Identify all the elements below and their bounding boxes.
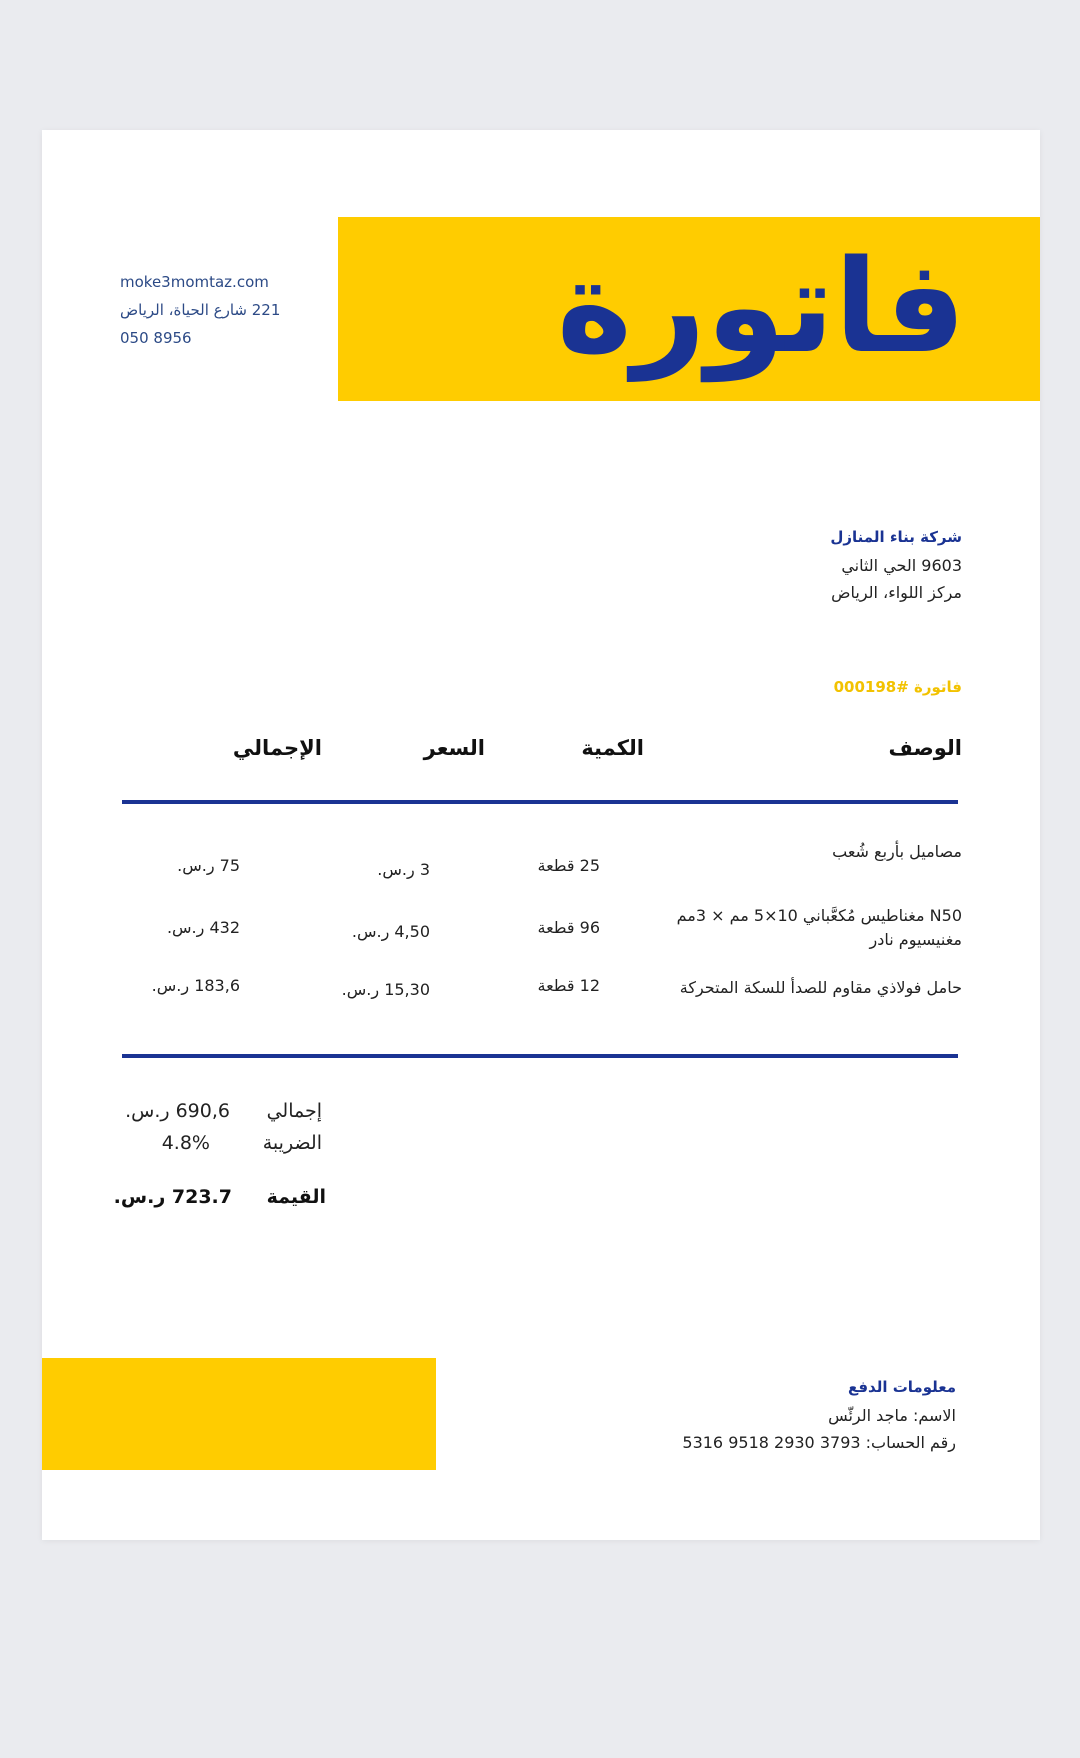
company-address: 221 شارع الحياة، الرياض — [120, 301, 281, 319]
client-address-line-2: مركز اللواء، الرياض — [831, 583, 962, 602]
subtotal-label: إجمالي — [266, 1100, 322, 1122]
tax-value: 4.8% — [161, 1132, 210, 1154]
row-2-description: N50 مغناطيس مُكعَّباني 10×5 مم × 3مم مغنيسيوم نادر — [676, 906, 962, 949]
payment-title: معلومات الدفع — [847, 1378, 956, 1396]
row-3-quantity: 12 قطعة — [537, 976, 600, 995]
row-1-quantity: 25 قطعة — [537, 856, 600, 875]
row-3-price: 15,30 ر.س. — [341, 980, 430, 999]
header-quantity: الكمية — [581, 736, 644, 760]
header-total: الإجمالي — [232, 736, 322, 760]
row-3-description: حامل فولاذي مقاوم للصدأ للسكة المتحركة — [679, 978, 962, 997]
table-top-divider — [122, 800, 958, 804]
header-price: السعر — [423, 736, 485, 760]
title-banner — [338, 217, 1040, 401]
grand-total-value: 723.7 ر.س. — [113, 1186, 232, 1208]
client-info — [602, 522, 962, 606]
tax-label: الضريبة — [262, 1132, 322, 1154]
table-bottom-divider — [122, 1054, 958, 1058]
payment-account: رقم الحساب: 3793 2930 9518 5316 — [682, 1433, 956, 1452]
invoice-number: فاتورة #000198 — [833, 678, 962, 696]
invoice-title: فاتورة — [556, 233, 966, 382]
company-phone: 050 8956 — [120, 329, 192, 347]
row-2-price: 4,50 ر.س. — [351, 922, 430, 941]
row-3-total: 183,6 ر.س. — [151, 976, 240, 995]
row-1-description: مصاميل بأربع شُعب — [832, 842, 962, 861]
footer-banner — [42, 1358, 436, 1470]
grand-total-label: القيمة — [266, 1186, 326, 1208]
company-contact — [120, 268, 320, 352]
payment-info — [596, 1372, 956, 1456]
client-name: شركة بناء المنازل — [830, 528, 962, 546]
row-1-price: 3 ر.س. — [377, 860, 430, 879]
client-address-line-1: 9603 الحي الثاني — [841, 556, 962, 575]
row-1-total: 75 ر.س. — [177, 856, 240, 875]
header-description: الوصف — [888, 736, 962, 760]
company-website[interactable]: moke3momtaz.com — [120, 273, 269, 291]
row-2-total: 432 ر.س. — [166, 918, 240, 937]
payment-name: الاسم: ماجد الرئّس — [828, 1406, 956, 1425]
invoice-page — [42, 130, 1040, 1540]
subtotal-value: 690,6 ر.س. — [125, 1100, 230, 1122]
row-2-quantity: 96 قطعة — [537, 918, 600, 937]
